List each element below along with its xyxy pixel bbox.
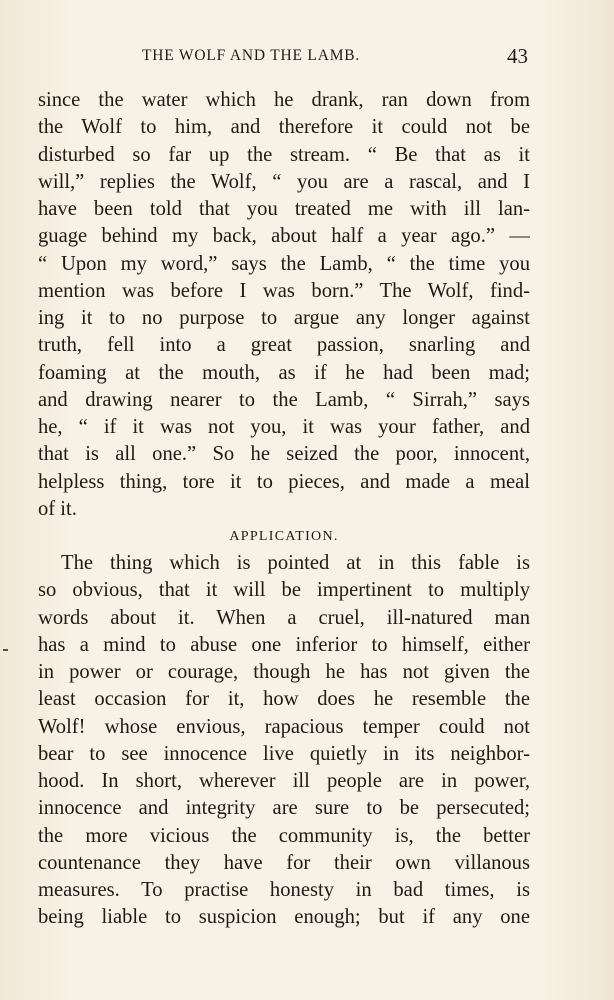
text-line: truth, fell into a great passion, snarling and [38,334,530,357]
text-line: ing it to no purpose to argue any longer against [38,307,530,329]
text-line: hood. In short, wherever ill people are in power, [38,770,530,792]
text-line: foaming at the mouth, as if he had been mad; [38,361,530,384]
page-text [38,87,530,932]
text-line: being liable to suspicion enough; but if any one [38,906,530,929]
text-line: mention was before I was born.” The Wolf, find- [38,279,530,302]
text-line: he, “ if it was not you, it was your father, and [38,416,530,438]
text-line: innocence and integrity are sure to be persecuted; [38,797,530,820]
text-line: disturbed so far up the stream. “ Be that as it [38,143,530,166]
text-line: will,” replies the Wolf, “ you are a rascal, and I [38,170,530,193]
text-line: that is all one.” So he seized the poor, innocent, [38,443,530,466]
text-line: bear to see innocence live quietly in its neighbor- [38,742,530,765]
text-line: least occasion for it, how does he resemble the [38,688,530,711]
text-line: Wolf! whose envious, rapacious temper could not [38,715,530,738]
margin-mark [3,649,8,651]
text-line: helpless thing, tore it to pieces, and made a meal [38,470,530,493]
fable-paragraph [38,87,530,523]
text-line: has a mind to abuse one inferior to himself, either [38,633,530,656]
text-line: The thing which is pointed at in this fable is [61,552,530,574]
text-line: countenance they have for their own villanous [38,851,530,874]
running-head [38,44,530,72]
text-line: in power or courage, though he has not given the [38,661,530,683]
application-heading: APPLICATION. [229,529,339,544]
text-line: of it. [38,497,77,520]
text-line: measures. To practise honesty in bad times, is [38,879,530,901]
application-paragraph [38,550,530,932]
text-line: “ Upon my word,” says the Lamb, “ the time you [38,252,530,275]
page-number: 43 [507,44,528,68]
text-line: so obvious, that it will be impertinent to multiply [38,579,530,602]
text-line: the Wolf to him, and therefore it could not be [38,116,530,139]
text-line: since the water which he drank, ran down from [38,89,530,111]
text-line: the more vicious the community is, the better [38,824,530,847]
text-line: have been told that you treated me with ill lan- [38,198,530,220]
running-title: THE WOLF AND THE LAMB. [142,47,361,64]
text-line: and drawing nearer to the Lamb, “ Sirrah,” says [38,388,530,411]
text-line: guage behind my back, about half a year ago.” — [38,225,530,248]
text-line: words about it. When a cruel, ill-natured man [38,606,530,629]
